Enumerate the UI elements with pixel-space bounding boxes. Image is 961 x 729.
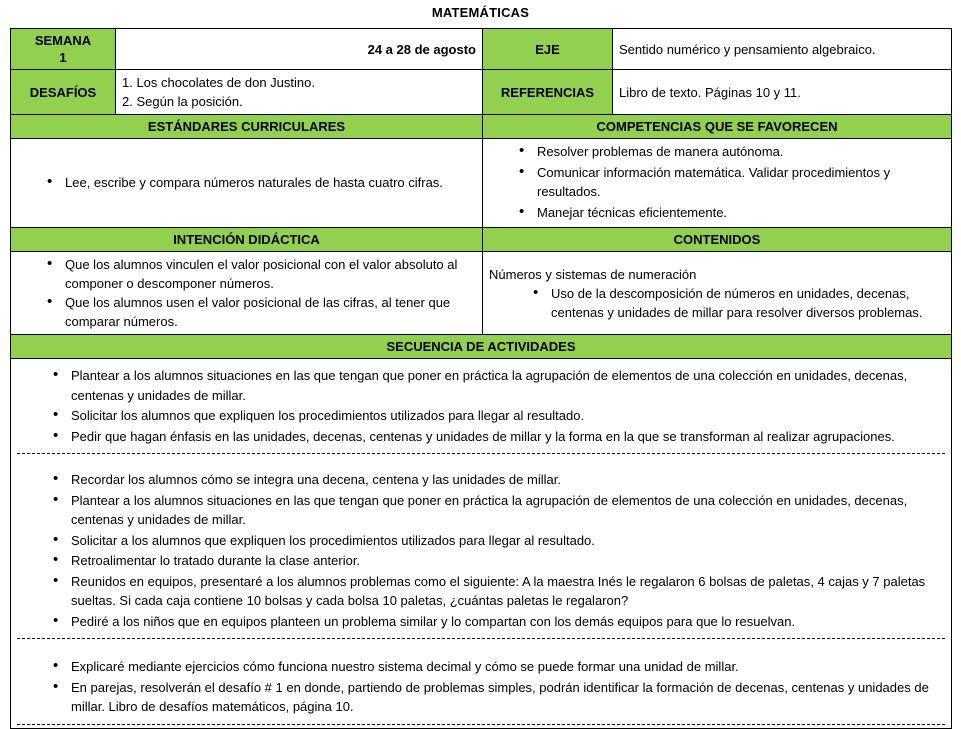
list-item: • Comunicar información matemática. Validar procedimientos y resultados. [519, 163, 945, 201]
table-row-week [11, 29, 952, 70]
list-item: • Plantear a los alumnos situaciones en las que tengan que poner en práctica la agrupación de elementos de una colección en unidades, decenas, centenas y unidades de millar. [53, 491, 941, 530]
band-secuencia-actividades: SECUENCIA DE ACTIVIDADES [11, 335, 952, 359]
semana-number: 1 [59, 50, 67, 65]
list-item: • Reunidos en equipos, presentaré a los alumnos problemas como el siguiente: A la maestra Inés le regalaron 6 bolsas de paletas, 4 cajas y 7 paletas sueltas. Si cada caja contiene 10 bolsas y cada bolsa 10 paletas, ¿cuántas paletas le regalaron? [53, 572, 941, 611]
list-item: • Explicaré mediante ejercicios cómo funciona nuestro sistema decimal y cómo se puede formar una unidad de millar. [53, 657, 941, 677]
sequence-block-2 [17, 454, 945, 639]
band-sequence-row [11, 335, 952, 359]
eje-label-cell: EJE [483, 29, 613, 70]
list-item: • Que los alumnos vinculen el valor posicional con el valor absoluto al componer o descomponer números. [47, 255, 476, 293]
desafios-items-cell [116, 70, 483, 115]
sequence-block-3 [17, 639, 945, 725]
band-intencion-didactica: INTENCIÓN DIDÁCTICA [11, 228, 483, 252]
list-item: • En parejas, resolverán el desafío # 1 en donde, partiendo de problemas simples, podrán identificar la formación de decenas, centenas y unidades de millar. Libro de desafíos matemáticos, página 10. [53, 678, 941, 717]
band-contenidos: CONTENIDOS [483, 228, 952, 252]
referencias-label-cell: REFERENCIAS [483, 70, 613, 115]
band-competencias: COMPETENCIAS QUE SE FAVORECEN [483, 115, 952, 139]
table-row-challenges [11, 70, 952, 115]
competencias-list [489, 142, 945, 222]
weekly-planning-table [10, 28, 952, 729]
desafios-label-cell: DESAFÍOS [11, 70, 116, 115]
list-item: • Retroalimentar lo tratado durante la clase anterior. [53, 551, 941, 571]
semana-label-line1: SEMANA [34, 33, 92, 48]
standards-content-row [11, 139, 952, 228]
referencias-value-cell: Libro de texto. Páginas 10 y 11. [613, 70, 952, 115]
intencion-list [17, 255, 476, 331]
list-item: • Lee, escribe y compara números naturales de hasta cuatro cifras. [47, 173, 476, 192]
band-intention-row [11, 228, 952, 252]
list-item: • Solicitar a los alumnos que expliquen los procedimientos utilizados para llegar al resultado. [53, 531, 941, 551]
intention-content-row [11, 252, 952, 335]
page-title: MATEMÁTICAS [431, 5, 530, 20]
list-item: • Uso de la descomposición de números en unidades, decenas, centenas y unidades de millar para resolver diversos problemas. [533, 284, 945, 322]
list-item: • Resolver problemas de manera autónoma. [519, 142, 945, 161]
contenidos-heading: Números y sistemas de numeración [489, 266, 697, 282]
sequence-list-3 [21, 657, 941, 717]
sequence-content-row [11, 359, 952, 729]
sequence-list-1 [21, 366, 941, 446]
desafio-item: 1. Los chocolates de don Justino. [122, 75, 315, 90]
list-item: • Pedir que hagan énfasis en las unidades, decenas, centenas y unidades de millar y la forma en la que se transforman al realizar agrupaciones. [53, 427, 941, 447]
estandares-list [17, 173, 476, 192]
contenidos-list [489, 284, 945, 322]
band-standards-row [11, 115, 952, 139]
competencias-content-cell [483, 139, 952, 228]
secuencia-content-cell [11, 359, 952, 729]
list-item: • Plantear a los alumnos situaciones en las que tengan que poner en práctica la agrupación de elementos de una colección en unidades, decenas, centenas y unidades de millar. [53, 366, 941, 405]
list-item: • Que los alumnos usen el valor posicional de las cifras, al tener que comparar números. [47, 293, 476, 331]
semana-label-cell [11, 29, 116, 70]
week-dates-cell: 24 a 28 de agosto [116, 29, 483, 70]
list-item: • Solicitar los alumnos que expliquen los procedimientos utilizados para llegar al resultado. [53, 406, 941, 426]
estandares-content-cell [11, 139, 483, 228]
sequence-block-1 [17, 362, 945, 454]
band-estandares-curriculares: ESTÁNDARES CURRICULARES [11, 115, 483, 139]
list-item: • Manejar técnicas eficientemente. [519, 203, 945, 222]
list-item: • Recordar los alumnos cómo se integra una decena, centena y las unidades de millar. [53, 470, 941, 490]
sequence-list-2 [21, 470, 941, 631]
list-item: • Pediré a los niños que en equipos planteen un problema similar y lo compartan con los demás equipos para que lo resuelvan. [53, 612, 941, 632]
eje-value-cell: Sentido numérico y pensamiento algebraico. [613, 29, 952, 70]
contenidos-content-cell [483, 252, 952, 335]
desafio-item: 2. Según la posición. [122, 94, 243, 109]
intencion-content-cell [11, 252, 483, 335]
